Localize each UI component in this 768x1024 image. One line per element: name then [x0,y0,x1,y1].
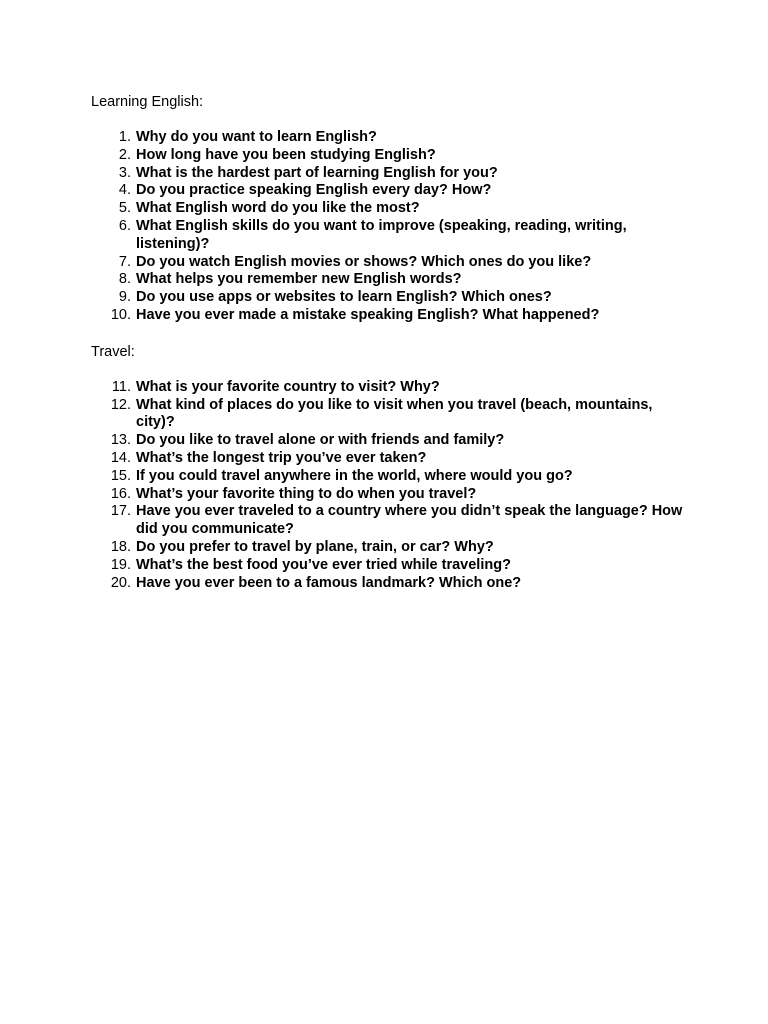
question-list-learning-english [91,129,691,325]
list-item [91,468,691,486]
list-item [91,557,691,575]
item-number: 20. [110,574,131,591]
item-number: 4. [118,182,131,199]
list-item [91,432,691,450]
question-text: Why do you want to learn English? [136,129,377,145]
item-number: 16. [110,485,131,502]
list-item [91,254,691,272]
item-number: 19. [110,556,131,573]
item-number: 17. [110,503,131,520]
list-item [91,129,691,147]
question-text: What’s your favorite thing to do when you travel? [136,485,477,502]
item-number: 6. [118,217,131,234]
list-item [91,379,691,397]
item-number: 7. [118,253,131,270]
list-item [91,200,691,218]
item-number: 5. [118,200,131,217]
question-text: If you could travel anywhere in the world, where would you go? [136,467,573,484]
document-page [91,93,691,592]
section-heading-learning-english: Learning English: [91,94,204,110]
list-item [91,289,691,307]
list-item [91,165,691,183]
section-heading-travel: Travel: [91,343,135,360]
question-text: Have you ever traveled to a country where you didn’t speak the language? How did you communicate? [136,503,683,538]
list-item [91,397,691,433]
list-item [91,486,691,504]
question-text: What English word do you like the most? [136,200,420,217]
list-item [91,307,691,325]
item-number: 18. [110,538,131,555]
item-number: 8. [118,271,131,288]
question-text: Do you practice speaking English every day? How? [136,182,492,199]
question-text: What English skills do you want to improve (speaking, reading, writing, listening)? [136,217,627,252]
question-list-travel [91,379,691,593]
list-item [91,147,691,165]
item-number: 13. [110,432,131,449]
list-item [91,218,691,254]
question-text: Have you ever made a mistake speaking English? What happened? [136,306,600,323]
question-text: What is your favorite country to visit? Why? [136,378,440,395]
question-text: Do you watch English movies or shows? Which ones do you like? [136,253,592,270]
list-item [91,182,691,200]
question-text: How long have you been studying English? [136,146,436,163]
list-item [91,575,691,593]
list-item [91,539,691,557]
question-text: What’s the best food you’ve ever tried while traveling? [136,556,511,573]
question-text: Do you prefer to travel by plane, train, or car? Why? [136,538,494,555]
question-text: What kind of places do you like to visit when you travel (beach, mountains, city)? [136,396,653,431]
question-text: What helps you remember new English words? [136,271,462,288]
question-text: What is the hardest part of learning English for you? [136,164,498,181]
question-text: Do you use apps or websites to learn English? Which ones? [136,289,552,306]
list-item [91,450,691,468]
question-text: Have you ever been to a famous landmark? Which one? [136,574,522,591]
item-number: 14. [110,449,131,466]
item-number: 11. [111,378,131,395]
item-number: 15. [110,467,131,484]
item-number: 12. [110,396,131,413]
item-number: 1. [118,129,131,145]
list-item [91,271,691,289]
item-number: 2. [118,146,131,163]
item-number: 3. [118,164,131,181]
question-text: What’s the longest trip you’ve ever taken? [136,449,427,466]
item-number: 9. [118,289,131,306]
item-number: 10. [110,306,131,323]
question-text: Do you like to travel alone or with friends and family? [136,432,505,449]
list-item [91,503,691,539]
